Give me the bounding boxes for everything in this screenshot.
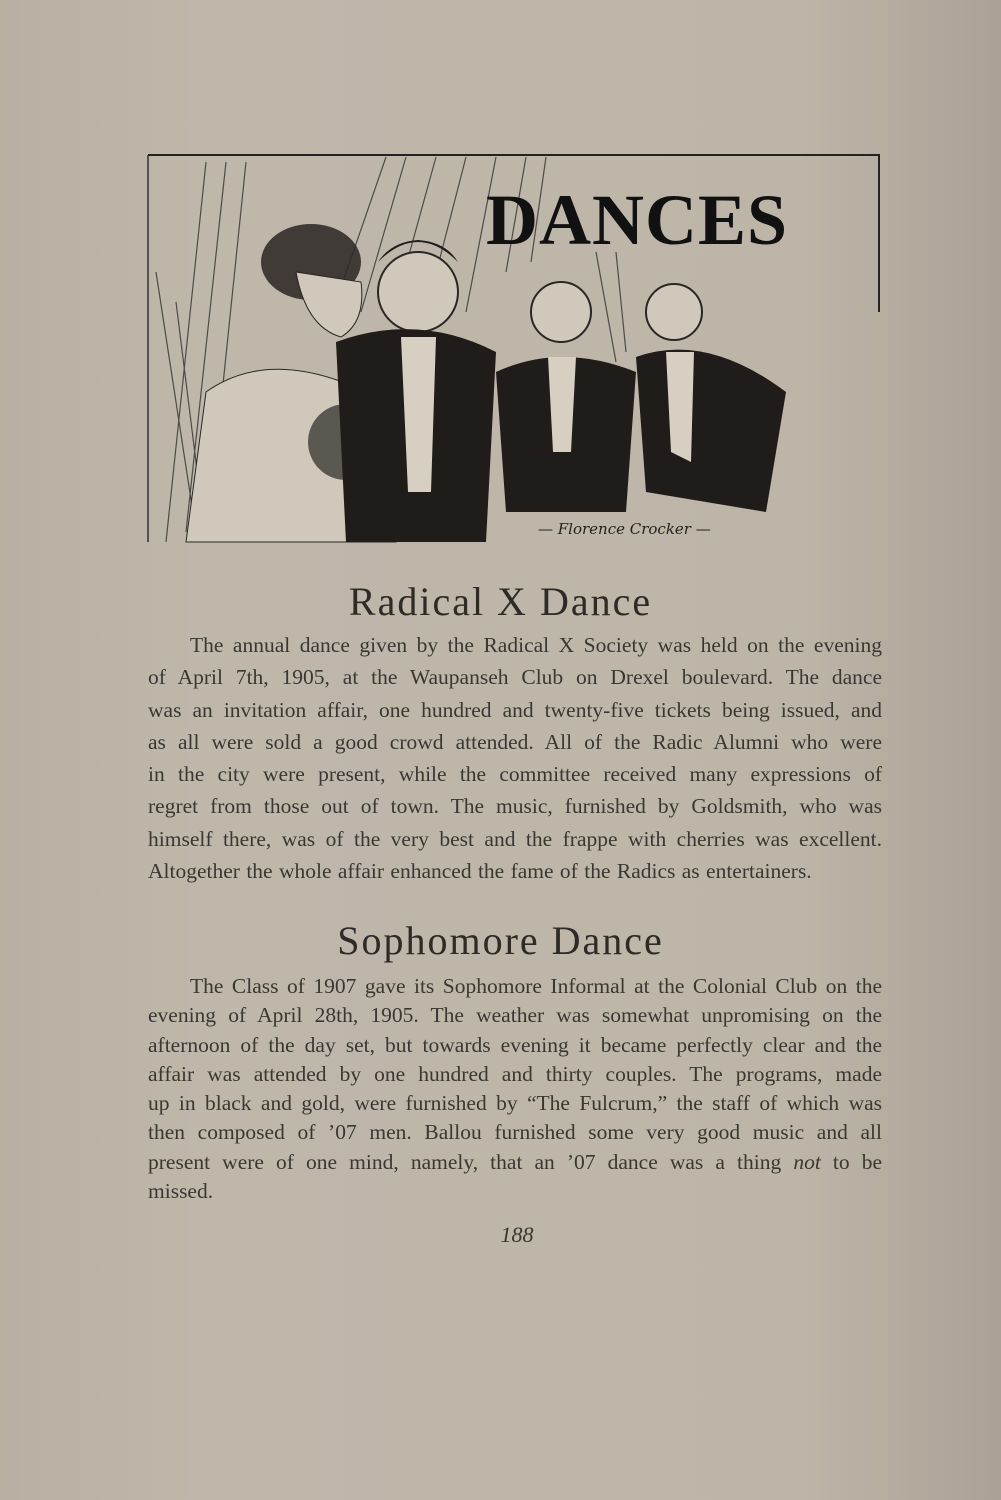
artist-signature: — Florence Crocker — <box>538 520 711 538</box>
text-line: as all were sold a good crowd attended. All of the Radic Alumni who were <box>148 729 882 754</box>
illustration-title: DANCES <box>486 180 789 260</box>
text-line: was an invitation affair, one hundred and twenty-five tickets being issued, and <box>148 697 882 722</box>
text-line: then composed of ’07 men. Ballou furnished some very good music and all <box>148 1120 882 1145</box>
text-line: regret from those out of town. The music, furnished by Goldsmith, who was <box>148 794 882 819</box>
text-line: The Class of 1907 gave its Sophomore Informal at the Colonial Club on the <box>190 974 882 998</box>
section-heading-radical-x: Radical X Dance <box>348 579 653 624</box>
text-line: in the city were present, while the committee received many expressions of <box>148 762 882 787</box>
section-heading-sophomore: Sophomore Dance <box>337 918 664 963</box>
radical-x-paragraph <box>148 629 882 887</box>
text-segment: to be <box>820 1149 882 1174</box>
text-line: afternoon of the day set, but towards evening it became perfectly clear and the <box>148 1032 882 1057</box>
sophomore-paragraph <box>148 972 882 1206</box>
text-line: missed. <box>148 1179 214 1204</box>
text-line <box>148 1148 882 1177</box>
text-line: evening of April 28th, 1905. The weather was somewhat unpromising on the <box>148 1003 882 1028</box>
italic-emphasis: not <box>793 1149 821 1174</box>
text-line: up in black and gold, were furnished by “The Fulcrum,” the staff of which was <box>148 1091 882 1116</box>
dances-illustration <box>146 152 884 547</box>
text-segment: present were of one mind, namely, that an ’07 dance was a thing <box>148 1149 782 1174</box>
text-line: The annual dance given by the Radical X Society was held on the evening <box>190 633 882 657</box>
text-line: affair was attended by one hundred and thirty couples. The programs, made <box>148 1061 882 1086</box>
page-number: 188 <box>500 1222 534 1247</box>
text-line: of April 7th, 1905, at the Waupanseh Club on Drexel boulevard. The dance <box>148 665 882 690</box>
text-line: himself there, was of the very best and the frappe with cherries was excellent. <box>148 826 882 851</box>
text-line: Altogether the whole affair enhanced the fame of the Radics as entertainers. <box>148 859 812 884</box>
